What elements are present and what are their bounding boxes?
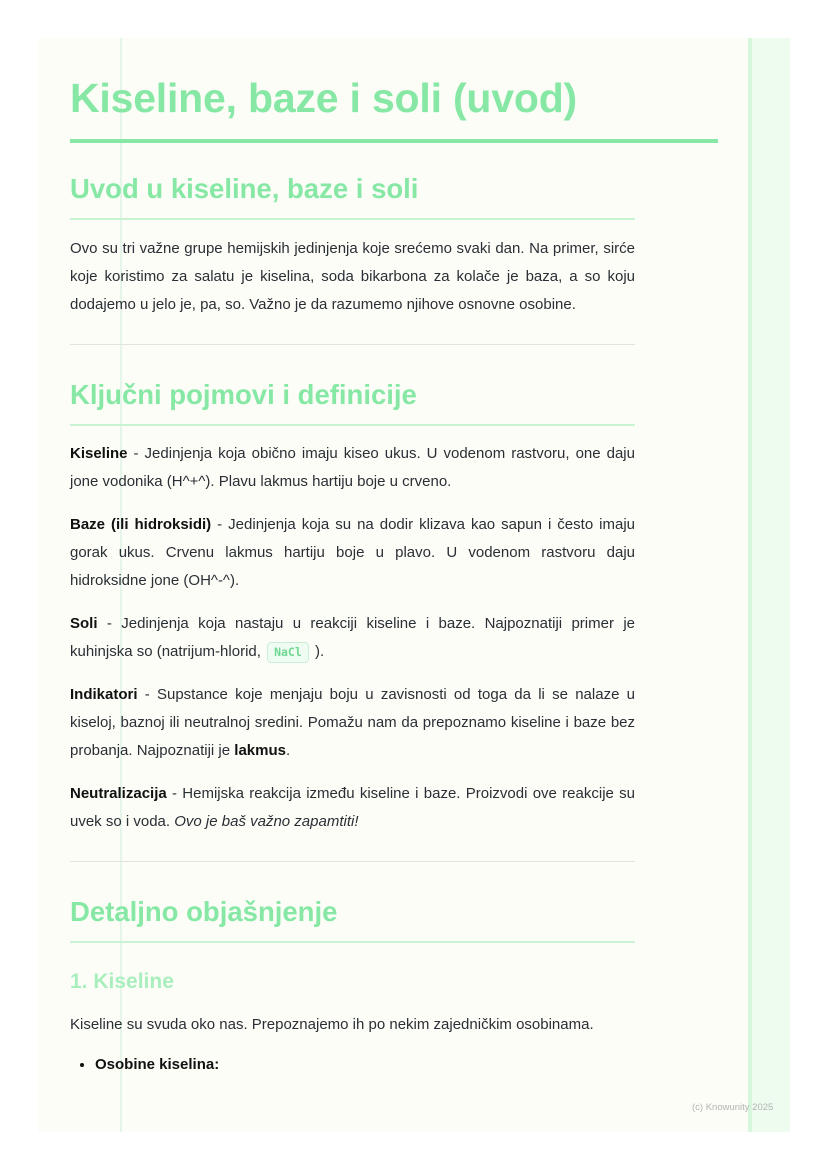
definition-text: - Jedinjenja koja obično imaju kiseo ukus. U vodenom rastvoru, one daju jone vodonika (H^+^). Plavu lakmus hartiju boje u crveno. (70, 445, 635, 490)
definition-text-after: . (285, 742, 291, 759)
intro-paragraph: Ovo su tri važne grupe hemijskih jedinjenja koje srećemo svaki dan. Na primer, sirće koje koristimo za salatu je kiselina, soda bikarbona za kolače je baza, a so koju dodajemo u jelo je, pa, so. Važno je da razumemo njihove osnovne osobine. (70, 240, 635, 313)
definition-indikatori (70, 681, 635, 765)
inline-code-nacl: NaCl (267, 642, 309, 663)
definition-text-after: ). (310, 643, 325, 660)
definition-term: Neutralizacija (70, 785, 167, 802)
definition-term: Kiseline (70, 445, 128, 462)
definition-term: Indikatori (70, 686, 138, 703)
subheading-kiseline: 1. Kiseline (70, 970, 174, 993)
definition-text: - Jedinjenja koja nastaju u reakciji kiseline i baze. Najpoznatiji primer je kuhinjska so (natrijum-hlorid, (70, 615, 635, 660)
definition-text: - Jedinjenja koja su na dodir klizava kao sapun i često imaju gorak ukus. Crvenu lakmus hartiju boje u plavo. U vodenom rastvoru daju hidroksidne jone (OH^-^). (70, 516, 635, 589)
definition-soli (70, 610, 635, 666)
details-paragraph: Kiseline su svuda oko nas. Prepoznajemo ih po nekim zajedničkim osobinama. (70, 1016, 594, 1033)
definition-term: Soli (70, 615, 98, 632)
section-heading-intro: Uvod u kiseline, baze i soli (70, 173, 419, 204)
bold-lakmus: lakmus (234, 742, 286, 759)
definition-text: - Supstance koje menjaju boju u zavisnosti od toga da li se nalaze u kiseloj, baznoj ili neutralnoj sredini. Pomažu nam da prepoznamo kiseline i baze bez probanja. Najpoznatiji je (70, 686, 635, 759)
definition-term: Baze (ili hidroksidi) (70, 516, 212, 533)
page-title: Kiseline, baze i soli (uvod) (70, 75, 578, 121)
right-margin-strip (748, 38, 790, 1132)
section-heading-details: Detaljno objašnjenje (70, 896, 338, 927)
section-heading-definitions: Ključni pojmovi i definicije (70, 379, 417, 410)
definition-kiseline (70, 440, 635, 496)
bullet-list (70, 1051, 635, 1079)
footer-copyright: (c) Knowunity 2025 (692, 1102, 774, 1113)
definition-neutralizacija (70, 780, 635, 836)
list-item: • Osobine kiselina: (95, 1051, 635, 1079)
definition-text: - Hemijska reakcija između kiseline i baze. Proizvodi ove reakcije su uvek so i voda. (70, 785, 635, 830)
emphasis-note: Ovo je baš važno zapamtiti! (174, 813, 359, 830)
definition-baze (70, 511, 635, 595)
document-content (70, 68, 635, 1079)
